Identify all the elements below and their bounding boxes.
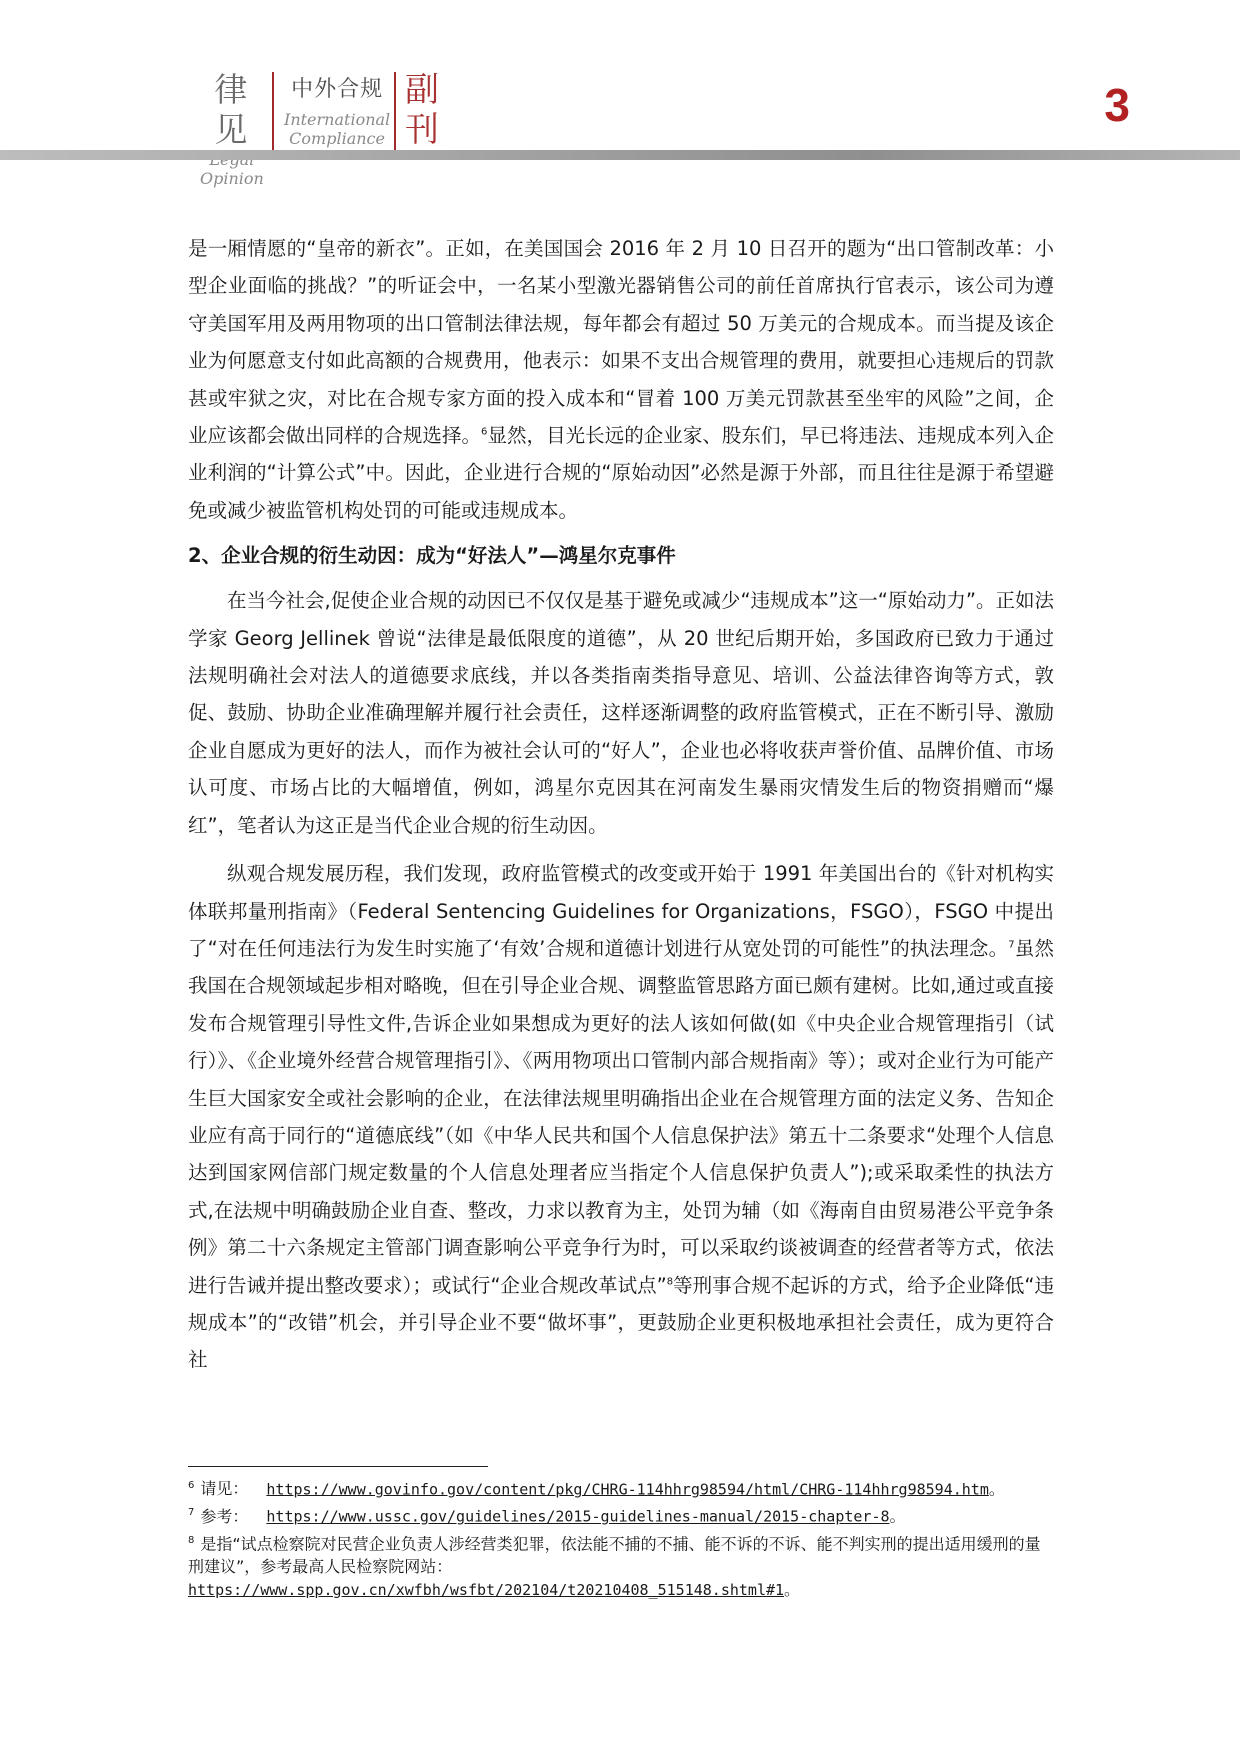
- paragraph-1-part-a: 是一厢情愿的“皇帝的新衣”。正如，在美国国会 2016 年 2 月 10 日召开的题为“出口管制改革：小型企业面临的挑战？”的听证会中，一名某小型激光器销售公司的前任首席执行官表示，该公司为遵守美国军用及两用物项的出口管制法律法规，每年都会有超过 50 万美元的合规成本。而当提及该企业为何愿意支付如此高额的合规费用，他表示：如果不支出合规管理的费用，就要担心违规后的罚款甚或牢狱之灾，对比在合规专家方面的投入成本和“冒着 100 万美元罚款甚至坐牢的风险”之间，企业应该都会做出同样的合规选择。: [188, 237, 1055, 448]
- footnote-tail: 。: [889, 1506, 906, 1526]
- logo-ic-en-2: Compliance: [289, 129, 385, 148]
- paragraph-1-part-b: 显然，目光长远的企业家、股东们，早已将违法、违规成本列入企业利润的“计算公式”中。因此，企业进行合规的“原始动因”必然是源于外部，而且往往是源于希望避免或减少被监管机构处罚的可能或违规成本。: [188, 424, 1054, 522]
- page-header: [0, 0, 1240, 188]
- paragraph-3-part-a: 纵观合规发展历程，我们发现，政府监管模式的改变或开始于 1991 年美国出台的《针对机构实体联邦量刑指南》（Federal Sentencing Guidelines for Organizations，FSGO），FSGO 中提出了“对在任何违法行为发生时实施了‘有效’合规和道德计划进行从宽处罚的可能性”的执法理念。: [188, 862, 1054, 960]
- footnote-ref-8[interactable]: 8: [666, 1276, 674, 1288]
- paragraph-1: [188, 230, 1054, 529]
- footnote-text: 是指“试点检察院对民营企业负责人涉经营类犯罪，依法能不捕的不捕、能不诉的不诉、能不判实刑的提出适用缓刑的量刑建议”，参考最高人民检察院网站：: [188, 1533, 1041, 1576]
- footnote-ref-7[interactable]: 7: [1008, 939, 1015, 951]
- footnote-mark: 8: [188, 1534, 195, 1546]
- logo-international-compliance: [284, 70, 390, 148]
- footnote-label: 参考：: [200, 1506, 249, 1526]
- paragraph-2: 在当今社会,促使企业合规的动因已不仅仅是基于避免或减少“违规成本”这一“原始动力”。正如法学家 Georg Jellinek 曾说“法律是最低限度的道德”，从 20 世纪后期开始，多国政府已致力于通过法规明确社会对法人的道德要求底线，并以各类指南类指导意见、培训、公益法律咨询等方式，敦促、鼓励、协助企业准确理解并履行社会责任，这样逐渐调整的政府监管模式，正在不断引导、激励企业自愿成为更好的法人，而作为被社会认可的“好人”，企业也必将收获声誉价值、品牌价值、市场认可度、市场占比的大幅增值，例如，鸿星尔克因其在河南发生暴雨灾情发生后的物资捐赠而“爆红”，笔者认为这正是当代企业合规的衍生动因。: [188, 589, 1054, 837]
- article-body: [188, 230, 1054, 1379]
- footnote-tail: 。: [784, 1579, 801, 1599]
- logo-legal-opinion-en-2: Opinion: [200, 169, 264, 188]
- logo-supplement: [405, 70, 439, 150]
- footnote-7: [188, 1501, 1054, 1528]
- footnote-mark: 6: [188, 1480, 195, 1491]
- footnote-8: [188, 1529, 1054, 1602]
- paragraph-3: [188, 855, 1054, 1379]
- logo-divider: [272, 72, 274, 150]
- footnotes: [188, 1474, 1054, 1602]
- logo-legal-opinion: [200, 70, 264, 188]
- logo-supplement-1: 副: [405, 70, 439, 110]
- logo-supplement-2: 刊: [405, 110, 439, 150]
- footnote-tail: 。: [988, 1479, 1005, 1499]
- footnote-mark: 7: [188, 1507, 195, 1519]
- logo-ic-en-1: International: [284, 110, 391, 129]
- footnote-6: [188, 1474, 1054, 1501]
- footnote-link[interactable]: https://www.spp.gov.cn/xwfbh/wsfbt/202104/t20210408_515148.shtml#1: [188, 1580, 785, 1599]
- logo-legal-opinion-cn: 律见: [214, 70, 250, 149]
- paragraph-3-part-c: 等刑事合规不起诉的方式，给予企业降低“违规成本”的“改错”机会，并引导企业不要“做坏事”，更鼓励企业更积极地承担社会责任，成为更符合社: [188, 1273, 1054, 1372]
- page-number: 3: [1104, 79, 1130, 131]
- section-heading-2: 2、企业合规的衍生动因：成为“好法人”—鸿星尔克事件: [188, 544, 676, 568]
- footnote-separator: [188, 1466, 488, 1467]
- paragraph-3-part-b: 虽然我国在合规领域起步相对略晚，但在引导企业合规、调整监管思路方面已颇有建树。比如,通过或直接发布合规管理引导性文件,告诉企业如果想成为更好的法人该如何做(如《中央企业合规管理指引（试行）》、《企业境外经营合规管理指引》、《两用物项出口管制内部合规指南》等）；或对企业行为可能产生巨大国家安全或社会影响的企业，在法律法规里明确指出企业在合规管理方面的法定义务、告知企业应有高于同行的“道德底线”（如《中华人民共和国个人信息保护法》第五十二条要求“处理个人信息达到国家网信部门规定数量的个人信息处理者应当指定个人信息保护负责人”);或采取柔性的执法方式,在法规中明确鼓励企业自查、整改，力求以教育为主，处罚为辅（如《海南自由贸易港公平竞争条例》第二十六条规定主管部门调查影响公平竞争行为时，可以采取约谈被调查的经营者等方式，依法进行告诫并提出整改要求）；或试行“企业合规改革试点”: [188, 936, 1054, 1297]
- logo-divider: [394, 72, 396, 150]
- footnote-link[interactable]: https://www.govinfo.gov/content/pkg/CHRG-114hhrg98594/html/CHRG-114hhrg98594.htm: [266, 1480, 989, 1499]
- footnote-ref-6[interactable]: 6: [481, 426, 488, 438]
- footnote-label: 请见：: [200, 1479, 249, 1499]
- logo-ic-cn: 中外合规: [291, 77, 384, 102]
- footnote-link[interactable]: https://www.ussc.gov/guidelines/2015-guidelines-manual/2015-chapter-8: [266, 1507, 890, 1526]
- header-rule: [0, 150, 1240, 160]
